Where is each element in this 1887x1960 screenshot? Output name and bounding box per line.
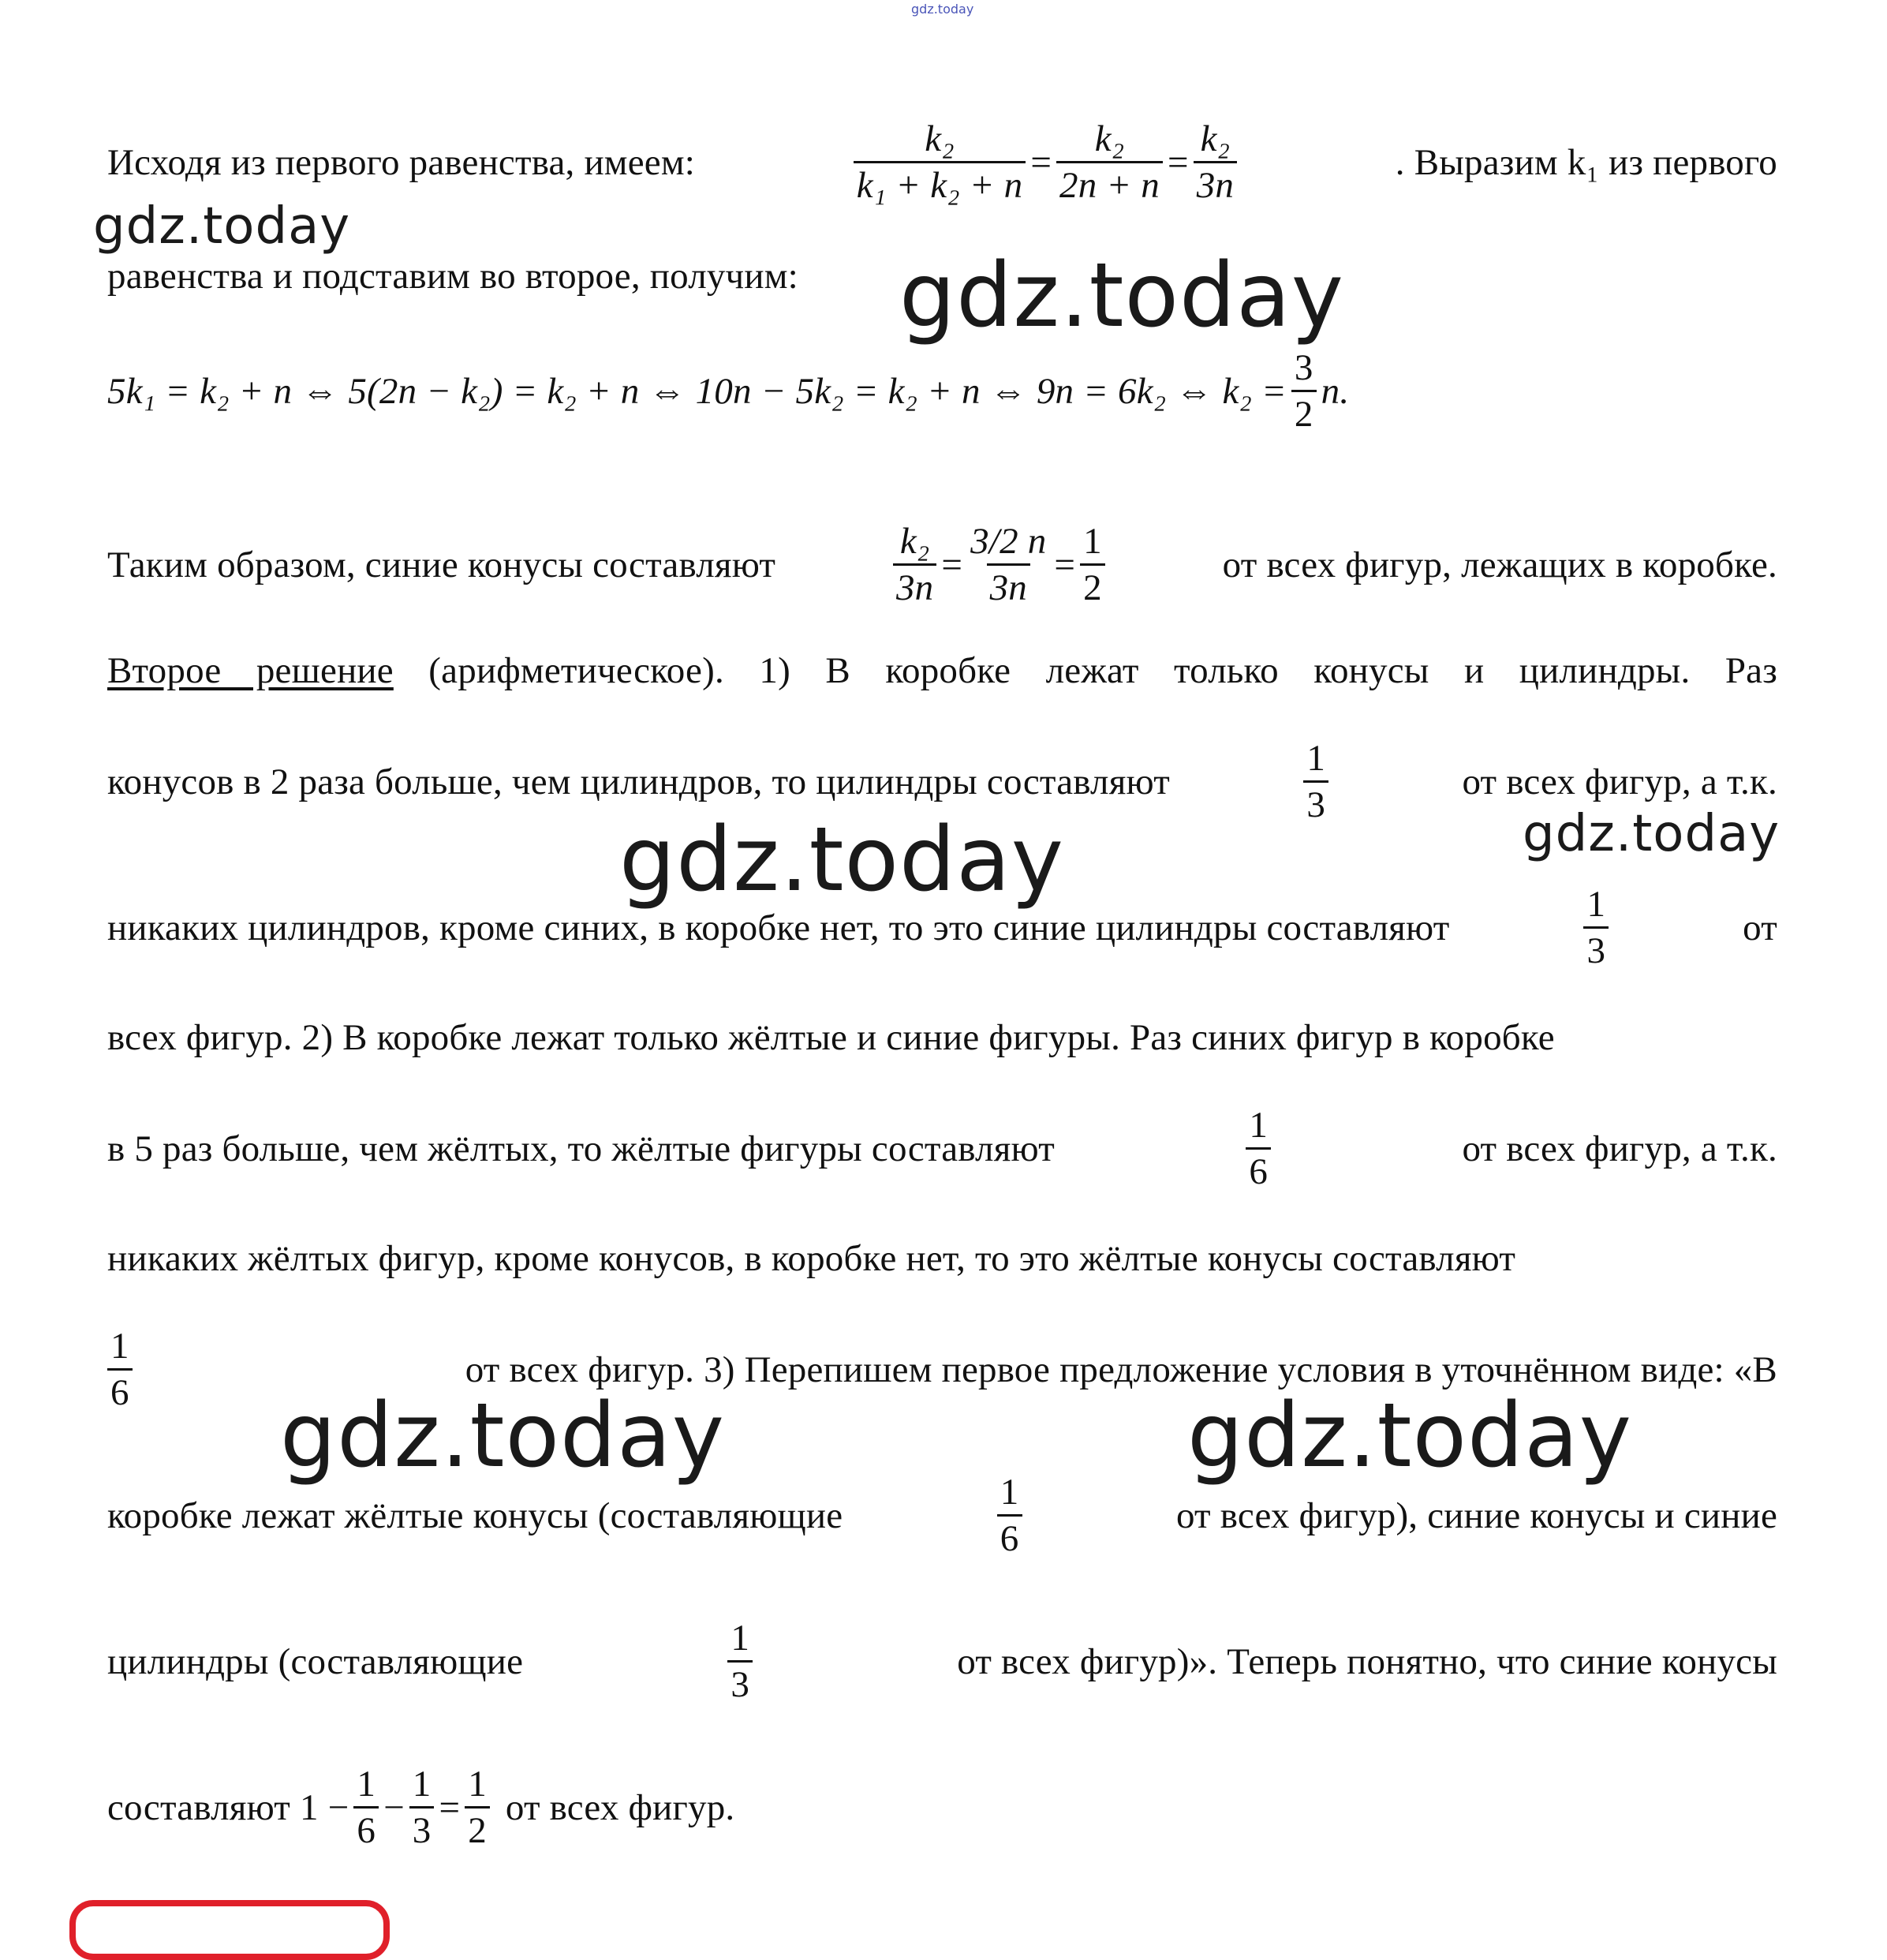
header-watermark: gdz.today bbox=[911, 2, 974, 17]
line-9 bbox=[107, 1105, 1777, 1192]
text: от всех фигур, лежащих в коробке. bbox=[1222, 544, 1777, 585]
line-10 bbox=[107, 1235, 1777, 1282]
text: цилиндры (составляющие bbox=[107, 1640, 524, 1682]
fraction: $\frac{1}{6}$ bbox=[997, 1472, 1022, 1559]
watermark: gdz.today bbox=[619, 809, 1065, 911]
equation-text: 5k₁ = k₂ + n ⇔ 5(2n − k₂) = k₂ + n ⇔ 10n − 5k₂ = k₂ + n ⇔ 9n = 6k₂ ⇔ k₂ = bbox=[107, 370, 1287, 412]
fraction: $\frac{\text{k₂}}{2n + n}$ bbox=[1056, 118, 1163, 206]
watermark: gdz.today bbox=[280, 1385, 726, 1487]
text: от всех фигур. 3) Перепишем первое предложение условия в уточнённом виде: «В bbox=[465, 1348, 1777, 1390]
text: конусов в 2 раза больше, чем цилиндров, то цилиндры составляют bbox=[107, 761, 1170, 802]
text: Исходя из первого равенства, имеем: bbox=[107, 141, 696, 183]
fraction: $\frac{1}{3}$ bbox=[409, 1764, 435, 1851]
equation: $\frac{\text{k₂}}{\text{k₁ + k₂ + n}}$ = $\frac{\text{k₂}}{2n + n}$ = $\frac{\text{k₂}}{3n}$ bbox=[849, 118, 1242, 206]
text: от всех фигур, а т.к. bbox=[1462, 1128, 1777, 1169]
fraction: $\frac{\text{k₂}}{\text{k₁ + k₂ + n}}$ bbox=[854, 118, 1026, 206]
fraction: $\frac{1}{2}$ bbox=[465, 1764, 490, 1851]
text: от всех фигур), синие конусы и синие bbox=[1175, 1494, 1777, 1536]
line-13 bbox=[107, 1618, 1777, 1705]
text: никаких жёлтых фигур, кроме конусов, в коробке нет, то это жёлтые конусы составляют bbox=[107, 1238, 1516, 1279]
line-5 bbox=[107, 647, 1777, 694]
text: (арифметическое). 1) В коробке лежат только конусы и цилиндры. Раз bbox=[428, 650, 1778, 691]
fraction: $\frac{1}{6}$ bbox=[353, 1764, 379, 1851]
fraction: $\frac{1}{3}$ bbox=[727, 1618, 753, 1705]
section-heading: Второе решение bbox=[107, 650, 394, 691]
text: всех фигур. 2) В коробке лежат только жёлтые и синие фигуры. Раз синих фигур в коробке bbox=[107, 1017, 1555, 1058]
fraction: $\frac{1}{6}$ bbox=[107, 1326, 133, 1413]
line-14 bbox=[107, 1764, 734, 1851]
fraction: $\frac{3}{2}$ bbox=[1291, 347, 1317, 435]
text: Таким образом, синие конусы составляют bbox=[107, 544, 776, 585]
line-2: равенства и подставим во второе, получим: bbox=[107, 256, 798, 297]
fraction: $\frac{1}{3}$ bbox=[1583, 884, 1609, 971]
minus-sign: − bbox=[383, 1786, 405, 1828]
text: . Выразим k₁ из первого bbox=[1395, 141, 1777, 183]
text: в 5 раз больше, чем жёлтых, то жёлтые фигуры составляют bbox=[107, 1128, 1055, 1169]
fraction: $\frac{\text{k₂}}{3n}$ bbox=[1194, 118, 1237, 206]
equation-end: n. bbox=[1321, 370, 1350, 412]
text: от всех фигур, а т.к. bbox=[1462, 761, 1777, 802]
text: коробке лежат жёлтые конусы (составляющие bbox=[107, 1494, 843, 1536]
red-badge-outline bbox=[69, 1900, 390, 1960]
text: от всех фигур. bbox=[505, 1786, 735, 1828]
text: от bbox=[1743, 907, 1777, 948]
watermark: gdz.today bbox=[1187, 1385, 1633, 1487]
watermark: gdz.today bbox=[93, 197, 351, 256]
fraction: $\frac{1}{3}$ bbox=[1303, 738, 1328, 825]
line-8 bbox=[107, 1014, 1777, 1061]
line-1 bbox=[107, 118, 1777, 206]
equation: $\frac{\text{k₂}}{3n}$ = $\frac{3/2 n}{3n}$ = $\frac{1}{2}$ bbox=[888, 521, 1110, 608]
equals-sign: = bbox=[439, 1786, 461, 1828]
line-3 bbox=[107, 347, 1349, 435]
watermark: gdz.today bbox=[1523, 805, 1781, 863]
watermark: gdz.today bbox=[899, 245, 1345, 347]
text: составляют 1 − bbox=[107, 1786, 349, 1828]
text: никаких цилиндров, кроме синих, в коробке нет, то это синие цилиндры составляют bbox=[107, 907, 1450, 948]
fraction: $\frac{1}{6}$ bbox=[1246, 1105, 1271, 1192]
line-4 bbox=[107, 521, 1777, 608]
text: от всех фигур)». Теперь понятно, что синие конусы bbox=[957, 1640, 1777, 1682]
